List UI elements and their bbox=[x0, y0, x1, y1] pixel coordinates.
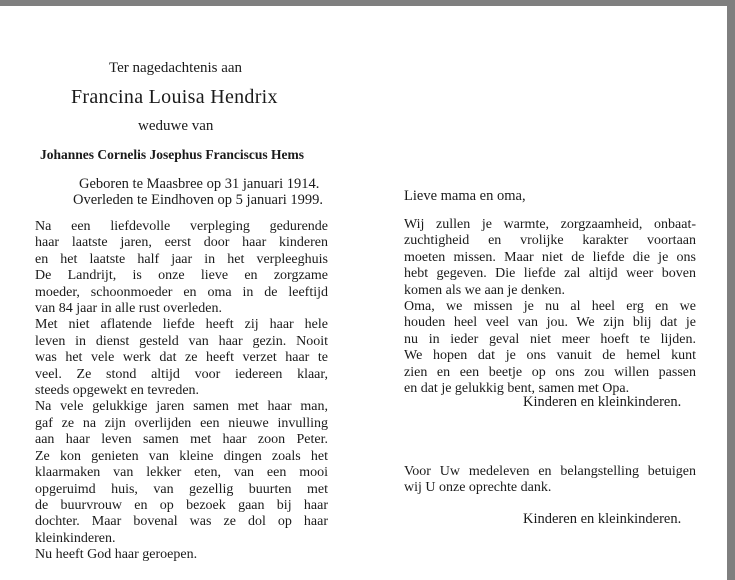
signature-first: Kinderen en kleinkinderen. bbox=[523, 394, 682, 410]
text-line: gaf ze na zijn overlijden een nieuwe invulling bbox=[35, 415, 328, 431]
text-line: en het laatste half jaar in het verpleeghuis bbox=[35, 251, 328, 267]
widow-of-text: weduwe van bbox=[138, 118, 214, 134]
text-line: klaarmaken van lekker eten, van een mooi bbox=[35, 465, 328, 481]
text-line: moeten missen. Maar niet de liefde die je ons bbox=[404, 249, 696, 265]
text-line: Oma, we missen je nu al heel erg en we bbox=[404, 299, 696, 315]
text-line: opgeruimd huis, van gezellig buurten met bbox=[35, 481, 328, 497]
text-line: kleinkinderen. bbox=[35, 530, 116, 546]
signature-second: Kinderen en kleinkinderen. bbox=[523, 511, 682, 527]
text-line: de buurvrouw en op bezoek gaan bij haar bbox=[35, 497, 328, 513]
text-line: zuchtigheid en vrolijke karakter voortaan bbox=[404, 233, 696, 249]
text-line: houden heel veel van jou. We zijn blij dat je bbox=[404, 315, 696, 331]
text-line: en dat je gelukkig bent, samen met Opa. bbox=[404, 381, 630, 397]
biography-paragraph bbox=[35, 219, 328, 564]
text-line: leven in dienst gesteld van haar gezin. Nooit bbox=[35, 333, 328, 349]
letter-paragraph bbox=[404, 217, 696, 397]
death-line: Overleden te Eindhoven op 5 januari 1999. bbox=[73, 192, 324, 208]
text-line: van 84 jaar in alle rust overleden. bbox=[35, 301, 222, 317]
text-line: dochter. Maar bovenal was ze dol op haar bbox=[35, 514, 328, 530]
text-line: Ze kon genieten van kleine dingen zoals het bbox=[35, 448, 328, 464]
text-line: was het vele werk dat ze heeft verzet haar te bbox=[35, 350, 328, 366]
text-line: Met niet aflatende liefde heeft zij haar hele bbox=[35, 317, 328, 333]
deceased-name: Francina Louisa Hendrix bbox=[71, 86, 278, 108]
right-border bbox=[727, 0, 735, 580]
birth-line: Geboren te Maasbree op 31 januari 1914. bbox=[79, 176, 320, 192]
memorial-card bbox=[0, 6, 727, 580]
text-line: moeder, schoonmoeder en oma in de leeftijd bbox=[35, 284, 328, 300]
text-line: nu in ieder geval niet meer hoeft te lijden. bbox=[404, 331, 696, 347]
salutation: Lieve mama en oma, bbox=[404, 188, 526, 204]
text-line: Na vele gelukkige jaren samen met haar man, bbox=[35, 399, 328, 415]
text-line: Nu heeft God haar geroepen. bbox=[35, 547, 198, 563]
text-line: aan haar leven samen met haar zoon Peter. bbox=[35, 432, 328, 448]
text-line: Voor Uw medeleven en belangstelling betuigen bbox=[404, 464, 696, 479]
husband-name: Johannes Cornelis Josephus Franciscus Hems bbox=[40, 147, 305, 162]
text-line: wij U onze oprechte dank. bbox=[404, 480, 552, 496]
intro-text: Ter nagedachtenis aan bbox=[109, 60, 243, 76]
text-line: De Landrijt, is onze lieve en zorgzame bbox=[35, 268, 328, 284]
text-line: haar laatste jaren, eerst door haar kinderen bbox=[35, 235, 328, 251]
text-line: We hopen dat je ons vanuit de hemel kunt bbox=[404, 348, 696, 364]
text-line: Na een liefdevolle verpleging gedurende bbox=[35, 219, 328, 234]
text-line: Wij zullen je warmte, zorgzaamheid, onbaat- bbox=[404, 217, 696, 232]
text-line: zien en een beetje op ons zou willen passen bbox=[404, 364, 696, 380]
text-line: steeds opgewekt en tevreden. bbox=[35, 383, 200, 399]
thanks-paragraph bbox=[404, 464, 696, 497]
text-line: hebt gegeven. Die liefde zal altijd weer boven bbox=[404, 266, 696, 282]
text-line: veel. Ze stond altijd voor iedereen klaar, bbox=[35, 366, 328, 382]
text-line: komen als we aan je denken. bbox=[404, 282, 565, 298]
